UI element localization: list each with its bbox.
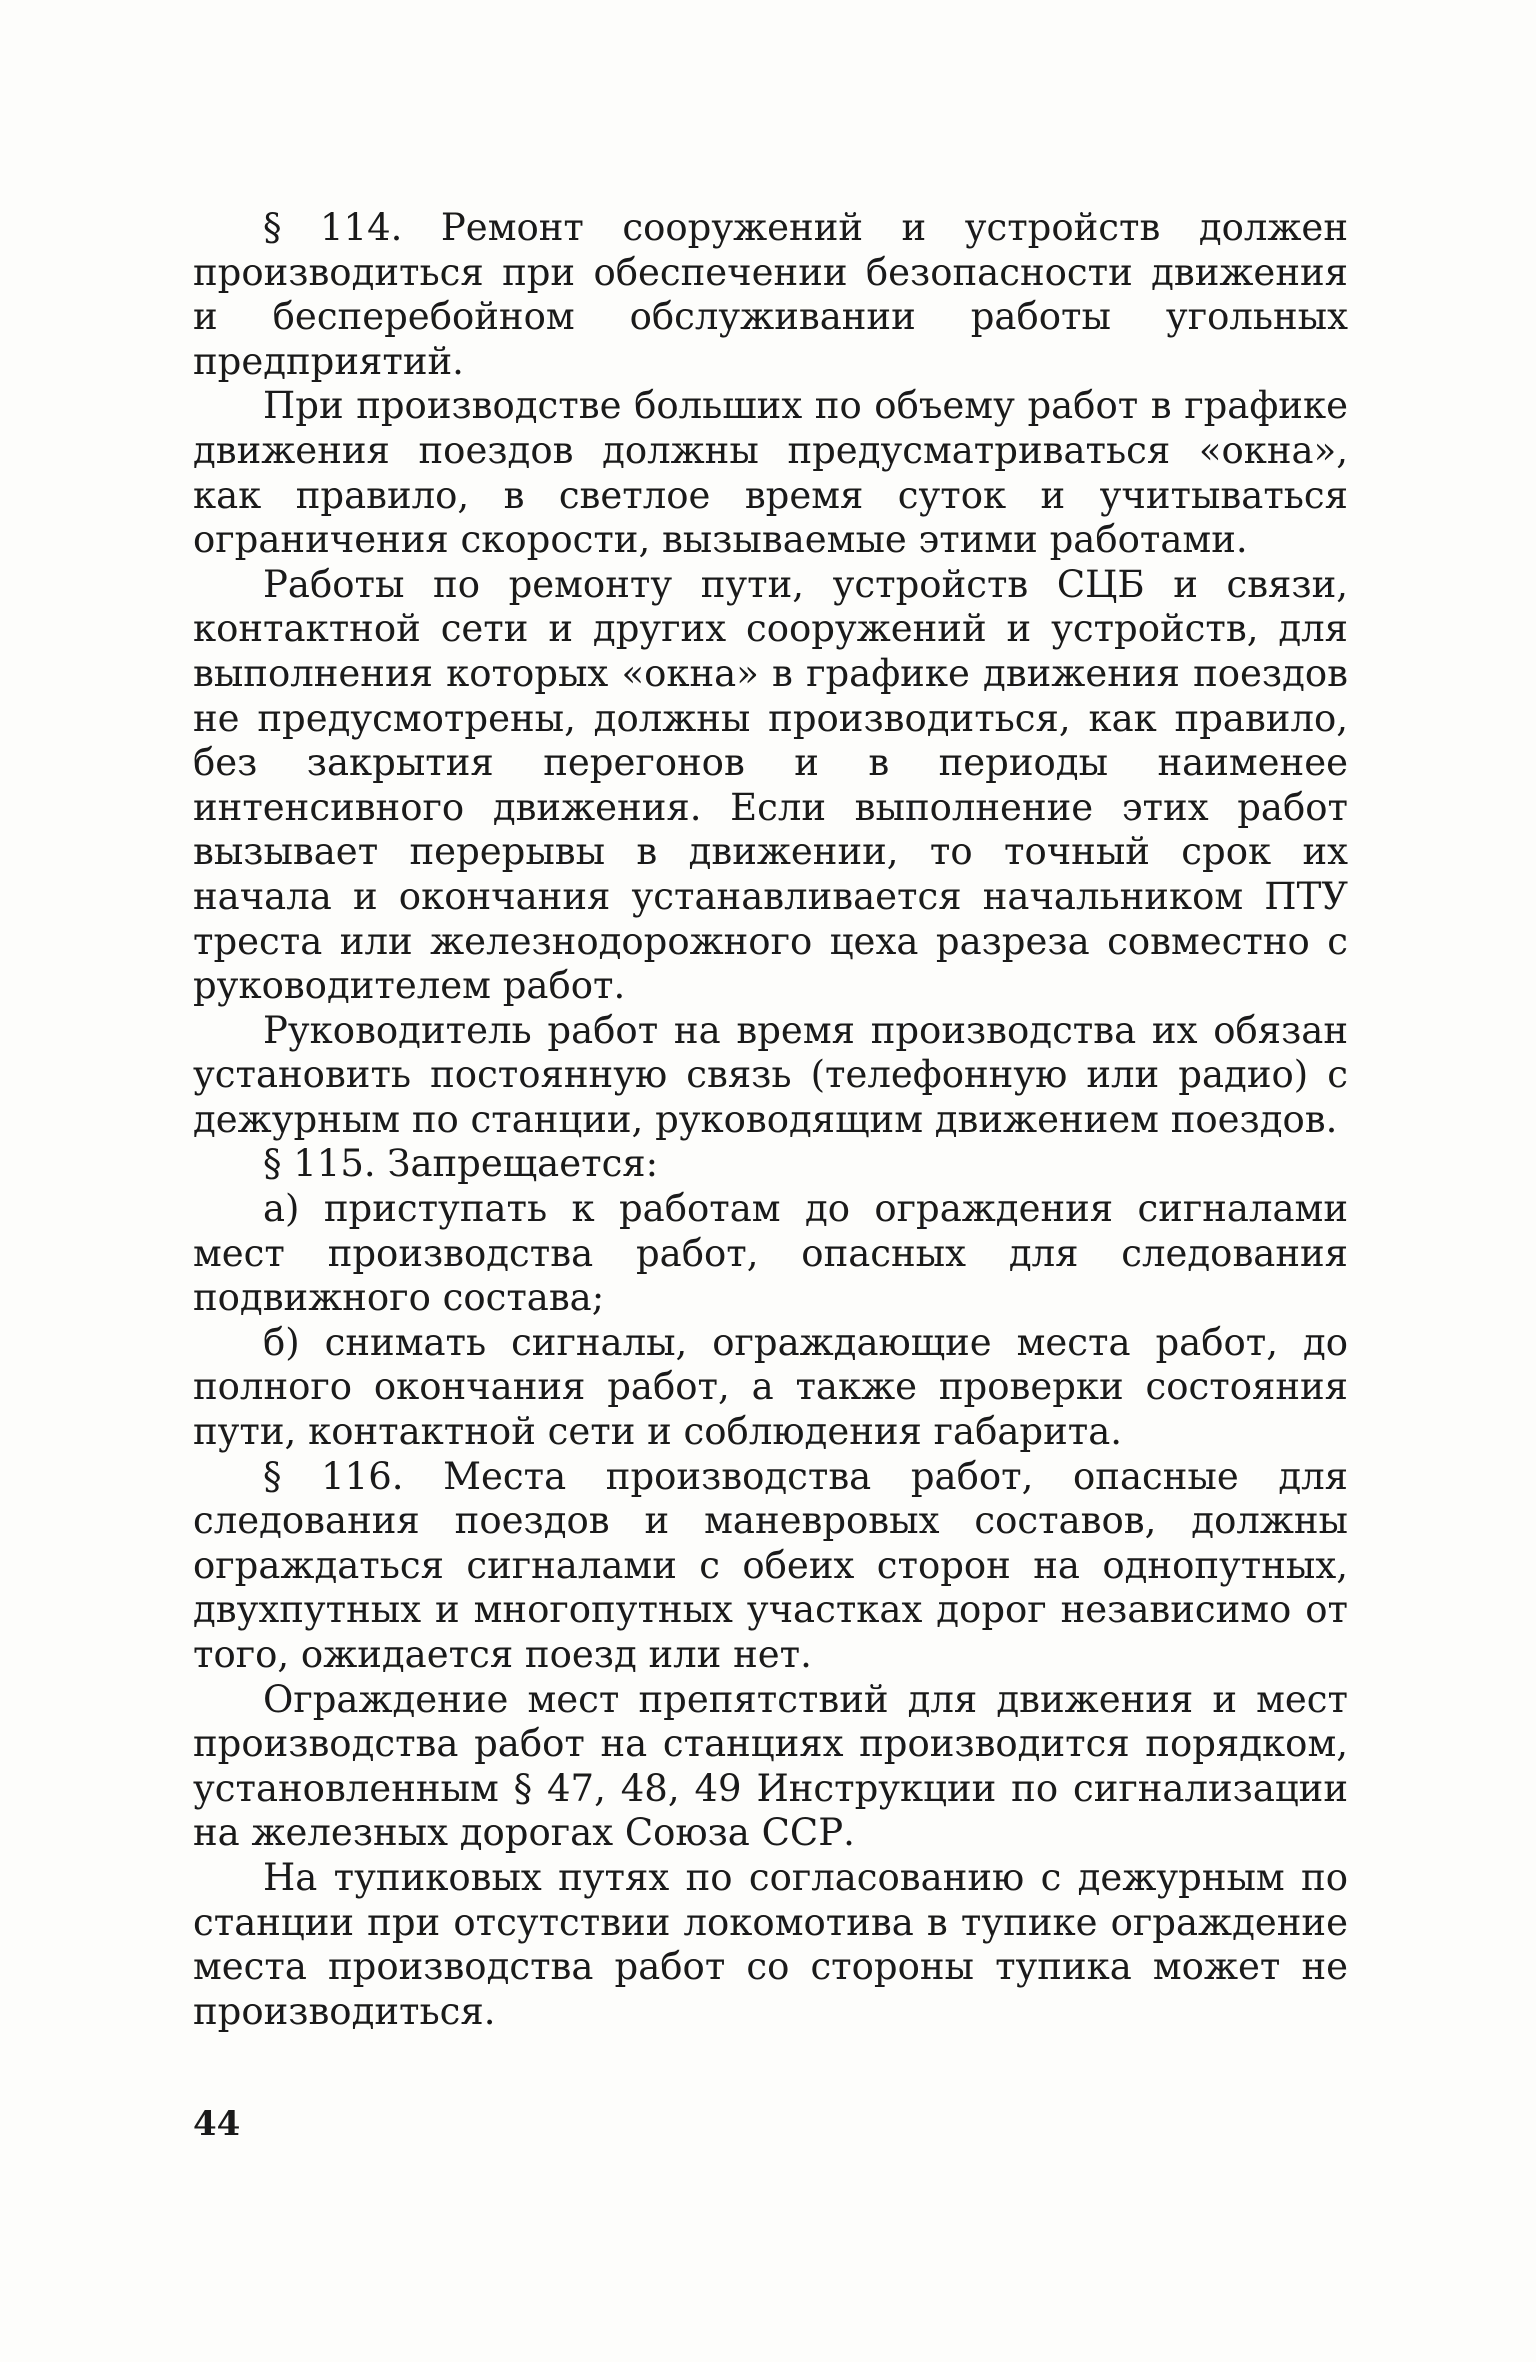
paragraph-dead-end-tracks: На тупиковых путях по согласованию с дежурным по станции при отсутствии локомотива в тупике ограждение места производства работ со стороны тупика может не производиться. — [193, 1855, 1348, 2033]
paragraph-section-116: § 116. Места производства работ, опасные для следования поездов и маневровых составов, должны ограждаться сигналами с обеих сторон на однопутных, двухпутных и многопутных участках дорог независимо от того, ожидается поезд или нет. — [193, 1454, 1348, 1676]
paragraph-work-leader: Руководитель работ на время производства их обязан установить постоянную связь (телефонную или радио) с дежурным по станции, руководящим движением поездов. — [193, 1008, 1348, 1141]
paragraph-section-114: § 114. Ремонт сооружений и устройств должен производиться при обеспечении безопасности движения и бесперебойном обслуживании работы угольных предприятий. — [193, 206, 1348, 383]
paragraph-section-115: § 115. Запрещается: — [263, 1142, 659, 1186]
paragraph-windows: При производстве больших по объему работ в графике движения поездов должны предусматриваться «окна», как правило, в светлое время суток и учитываться ограничения скорости, вызываемые этими работами. — [193, 384, 1348, 562]
list-item-b: б) снимать сигналы, ограждающие места работ, до полного окончания работ, а также проверки состояния пути, контактной сети и соблюдения габарита. — [193, 1320, 1348, 1454]
paragraph-repair-works: Работы по ремонту пути, устройств СЦБ и связи, контактной сети и других сооружений и устройств, для выполнения которых «окна» в графике движения поездов не предусмотрены, должны производиться, как правило, без закрытия перегонов и в периоды наименее интенсивного движения. Если выполнение этих работ вызывает перерывы в движении, то точный срок их начала и окончания устанавливается начальником ПТУ треста или железнодорожного цеха разреза совместно с руководителем работ. — [193, 562, 1348, 1008]
body-text — [193, 206, 1348, 2034]
page-number: 44 — [193, 2104, 241, 2144]
paragraph-obstacle-fencing: Ограждение мест препятствий для движения и мест производства работ на станциях производится порядком, установленным § 47, 48, 49 Инструкции по сигнализации на железных дорогах Союза ССР. — [193, 1677, 1348, 1855]
list-item-a: а) приступать к работам до ограждения сигналами мест производства работ, опасных для следования подвижного состава; — [193, 1187, 1348, 1320]
